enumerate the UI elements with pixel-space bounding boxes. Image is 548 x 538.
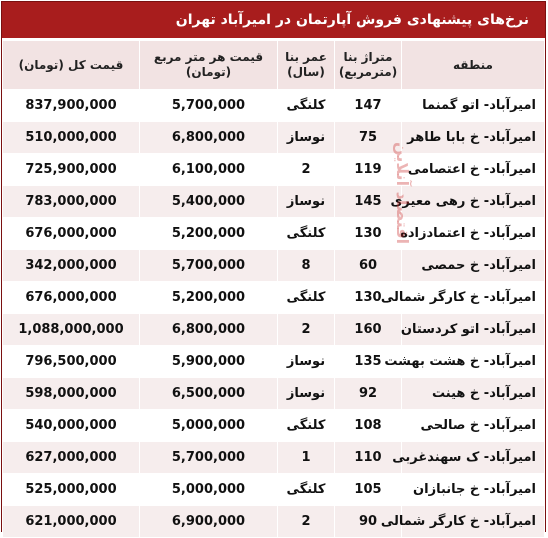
cell-price-per-m2: 5,200,000 <box>140 282 278 314</box>
cell-total-price: 627,000,000 <box>3 442 140 474</box>
cell-age: کلنگی <box>278 474 335 506</box>
cell-region: امیرآباد- خ صالحی <box>402 410 545 442</box>
cell-total-price: 676,000,000 <box>3 282 140 314</box>
table-row <box>3 218 545 250</box>
cell-total-price: 342,000,000 <box>3 250 140 282</box>
cell-area: 108 <box>335 410 402 442</box>
table-row <box>3 410 545 442</box>
cell-total-price: 510,000,000 <box>3 122 140 154</box>
cell-region: امیرآباد- خ اعتمادزاده <box>402 218 545 250</box>
cell-price-per-m2: 6,100,000 <box>140 154 278 186</box>
cell-area: 145 <box>335 186 402 218</box>
cell-area: 135 <box>335 346 402 378</box>
cell-price-per-m2: 5,000,000 <box>140 474 278 506</box>
table-row <box>3 282 545 314</box>
table-row <box>3 90 545 122</box>
cell-price-per-m2: 5,700,000 <box>140 442 278 474</box>
table-row <box>3 506 545 538</box>
cell-total-price: 783,000,000 <box>3 186 140 218</box>
cell-total-price: 525,000,000 <box>3 474 140 506</box>
cell-age: 2 <box>278 314 335 346</box>
cell-age: نوساز <box>278 378 335 410</box>
cell-area: 130 <box>335 282 402 314</box>
cell-area: 60 <box>335 250 402 282</box>
cell-area: 110 <box>335 442 402 474</box>
cell-region: امیرآباد- خ هینت <box>402 378 545 410</box>
table-row <box>3 186 545 218</box>
price-table <box>2 40 545 538</box>
cell-region: امیرآباد- خ کارگر شمالی <box>402 282 545 314</box>
cell-age: 2 <box>278 154 335 186</box>
cell-age: نوساز <box>278 186 335 218</box>
cell-age: 8 <box>278 250 335 282</box>
cell-total-price: 621,000,000 <box>3 506 140 538</box>
table-row <box>3 442 545 474</box>
cell-region: امیرآباد- خ حمصی <box>402 250 545 282</box>
header-area: متراژ بنا (مترمربع) <box>335 41 402 90</box>
cell-price-per-m2: 6,800,000 <box>140 122 278 154</box>
table-row <box>3 346 545 378</box>
cell-region: امیرآباد- اتو کردستان <box>402 314 545 346</box>
cell-price-per-m2: 5,700,000 <box>140 90 278 122</box>
table-title: نرخ‌های پیشنهادی فروش آپارتمان در امیرآباد تهران <box>2 2 545 38</box>
header-row <box>3 41 545 90</box>
cell-total-price: 540,000,000 <box>3 410 140 442</box>
header-total-price: قیمت کل (تومان) <box>3 41 140 90</box>
cell-area: 160 <box>335 314 402 346</box>
cell-age: 1 <box>278 442 335 474</box>
cell-price-per-m2: 5,200,000 <box>140 218 278 250</box>
watermark: اقتصاد آنلاین <box>393 142 412 245</box>
header-age: عمر بنا (سال) <box>278 41 335 90</box>
header-region: منطقه <box>402 41 545 90</box>
cell-region: امیرآباد- خ رهی معیری <box>402 186 545 218</box>
cell-price-per-m2: 5,700,000 <box>140 250 278 282</box>
cell-area: 119 <box>335 154 402 186</box>
cell-age: کلنگی <box>278 218 335 250</box>
cell-total-price: 676,000,000 <box>3 218 140 250</box>
cell-age: نوساز <box>278 346 335 378</box>
cell-area: 105 <box>335 474 402 506</box>
cell-region: امیرآباد- خ بابا طاهر <box>402 122 545 154</box>
header-price-per-m2: قیمت هر متر مربع (تومان) <box>140 41 278 90</box>
table-row <box>3 314 545 346</box>
cell-price-per-m2: 6,500,000 <box>140 378 278 410</box>
table-row <box>3 122 545 154</box>
table-body <box>3 90 545 538</box>
cell-total-price: 1,088,000,000 <box>3 314 140 346</box>
cell-area: 130 <box>335 218 402 250</box>
cell-total-price: 796,500,000 <box>3 346 140 378</box>
cell-price-per-m2: 6,800,000 <box>140 314 278 346</box>
cell-price-per-m2: 5,000,000 <box>140 410 278 442</box>
table-row <box>3 474 545 506</box>
table-row <box>3 250 545 282</box>
cell-region: امیرآباد- خ کارگر شمالی <box>402 506 545 538</box>
cell-area: 90 <box>335 506 402 538</box>
cell-age: 2 <box>278 506 335 538</box>
cell-region: امیرآباد- خ اعتصامی <box>402 154 545 186</box>
table-row <box>3 378 545 410</box>
price-table-card <box>1 1 546 532</box>
cell-age: کلنگی <box>278 90 335 122</box>
cell-total-price: 598,000,000 <box>3 378 140 410</box>
cell-area: 92 <box>335 378 402 410</box>
cell-age: نوساز <box>278 122 335 154</box>
table-row <box>3 154 545 186</box>
cell-price-per-m2: 5,900,000 <box>140 346 278 378</box>
cell-total-price: 837,900,000 <box>3 90 140 122</box>
cell-age: کلنگی <box>278 282 335 314</box>
cell-price-per-m2: 5,400,000 <box>140 186 278 218</box>
cell-region: امیرآباد- خ جانبازان <box>402 474 545 506</box>
cell-region: امیرآباد- ک سهندغربی <box>402 442 545 474</box>
cell-area: 75 <box>335 122 402 154</box>
cell-region: امیرآباد- خ هشت بهشت <box>402 346 545 378</box>
cell-age: کلنگی <box>278 410 335 442</box>
cell-region: امیرآباد- اتو گمنما <box>402 90 545 122</box>
cell-price-per-m2: 6,900,000 <box>140 506 278 538</box>
cell-total-price: 725,900,000 <box>3 154 140 186</box>
cell-area: 147 <box>335 90 402 122</box>
